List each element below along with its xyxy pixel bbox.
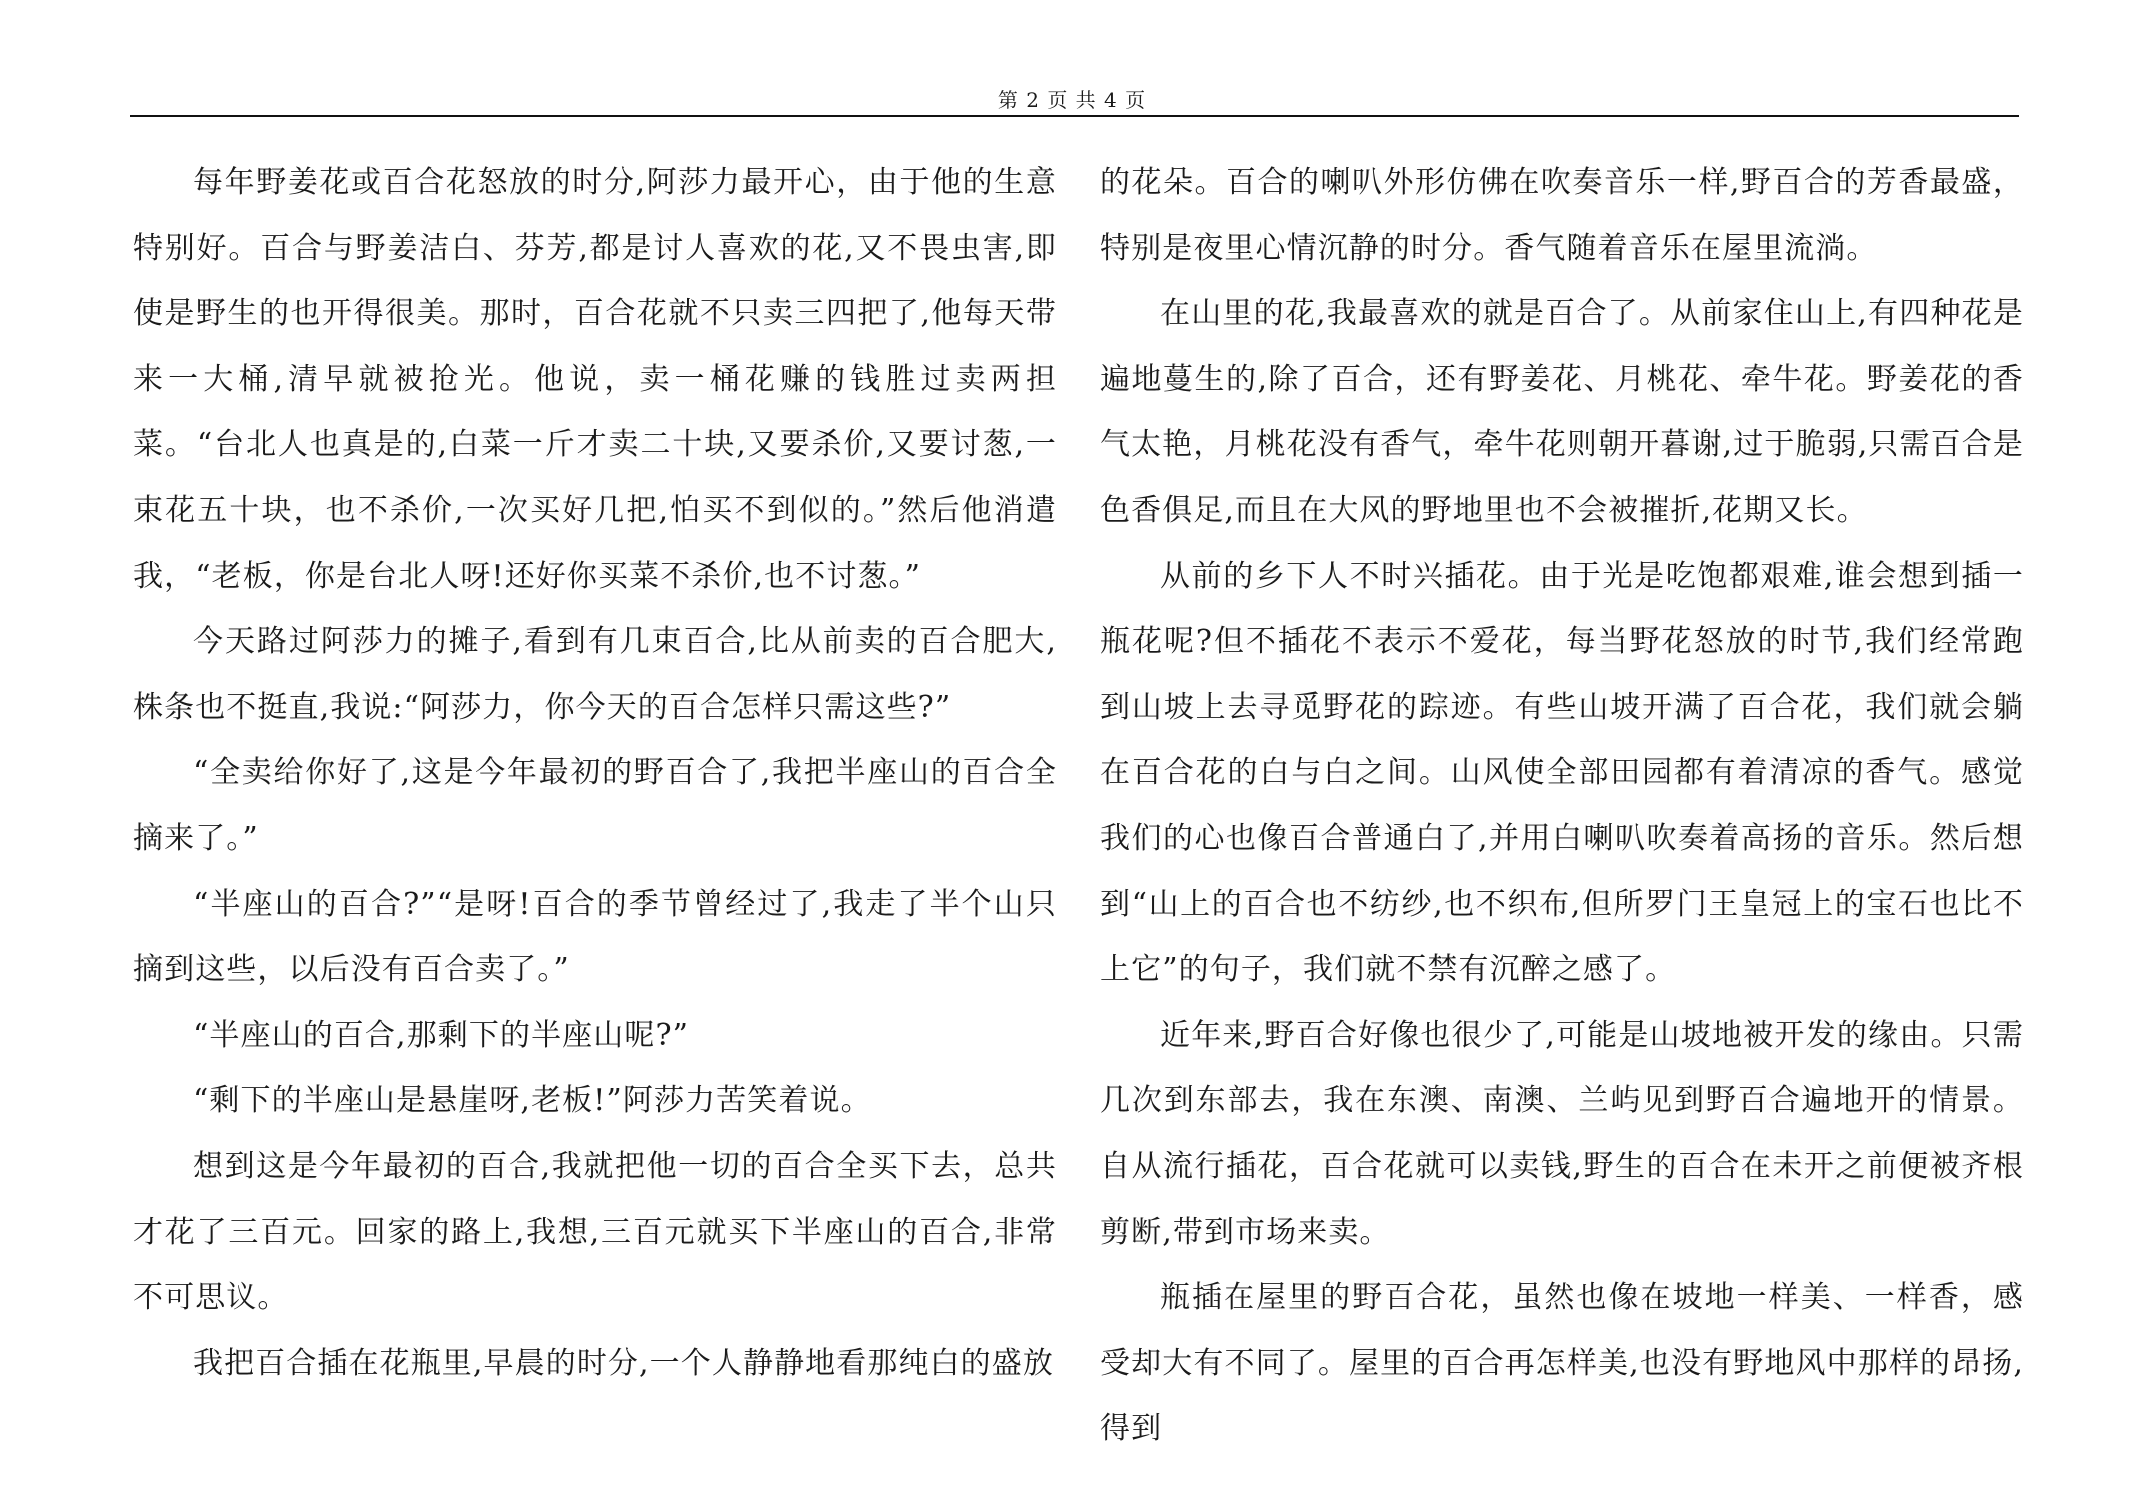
paragraph: 瓶插在屋里的野百合花，虽然也像在坡地一样美、一样香，感受却大有不同了。屋里的百合再怎样美,也没有野地风中那样的昂扬,得到 [1100, 1280, 2024, 1447]
paragraph: 近年来,野百合好像也很少了,可能是山坡地被开发的缘由。只需几次到东部去，我在东澳、南澳、兰屿见到野百合遍地开的情景。自从流行插花，百合花就可以卖钱,野生的百合在未开之前便被齐根剪断,带到市场来卖。 [1100, 1017, 2024, 1250]
paragraph: 今天路过阿莎力的摊子,看到有几束百合,比从前卖的百合肥大,株条也不挺直,我说:“阿莎力，你今天的百合怎样只需这些?” [133, 624, 1057, 725]
paragraph: 在山里的花,我最喜欢的就是百合了。从前家住山上,有四种花是遍地蔓生的,除了百合，还有野姜花、月桃花、牵牛花。野姜花的香气太艳，月桃花没有香气，牵牛花则朝开暮谢,过于脆弱,只需百合是色香俱足,而且在大风的野地里也不会被摧折,花期又长。 [1100, 296, 2024, 528]
right-column [1100, 150, 2024, 1462]
paragraph-continued: 的花朵。百合的喇叭外形仿佛在吹奏音乐一样,野百合的芳香最盛，特别是夜里心情沉静的时分。香气随着音乐在屋里流淌。 [1100, 165, 2024, 266]
page-header [0, 88, 2144, 112]
paragraph: 从前的乡下人不时兴插花。由于光是吃饱都艰难,谁会想到插一瓶花呢?但不插花不表示不爱花，每当野花怒放的时节,我们经常跑到山坡上去寻觅野花的踪迹。有些山坡开满了百合花，我们就会躺在百合花的白与白之间。山风使全部田园都有着清凉的香气。感觉我们的心也像百合普通白了,并用白喇叭吹奏着高扬的音乐。然后想到“山上的百合也不纺纱,也不织布,但所罗门王皇冠上的宝石也比不上它”的句子，我们就不禁有沉醉之感了。 [1100, 558, 2024, 988]
paragraph: “全卖给你好了,这是今年最初的野百合了,我把半座山的百合全摘来了。” [133, 755, 1057, 856]
paragraph: “剩下的半座山是悬崖呀,老板!”阿莎力苦笑着说。 [193, 1083, 872, 1119]
header-divider [130, 115, 2019, 117]
paragraph: 我把百合插在花瓶里,早晨的时分,一个人静静地看那纯白的盛放 [193, 1345, 1054, 1381]
paragraph: 每年野姜花或百合花怒放的时分,阿莎力最开心，由于他的生意特别好。百合与野姜洁白、芬芳,都是讨人喜欢的花,又不畏虫害,即使是野生的也开得很美。那时，百合花就不只卖三四把了,他每天带来一大桶,清早就被抢光。他说，卖一桶花赚的钱胜过卖两担菜。“台北人也真是的,白菜一斤才卖二十块,又要杀价,又要讨葱,一束花五十块，也不杀价,一次买好几把,怕买不到似的。”然后他消遣我，“老板，你是台北人呀!还好你买菜不杀价,也不讨葱。” [133, 165, 1057, 594]
page-indicator: 第 2 页 共 4 页 [997, 88, 1147, 112]
paragraph: “半座山的百合,那剩下的半座山呢?” [193, 1017, 690, 1053]
paragraph: “半座山的百合?”“是呀!百合的季节曾经过了,我走了半个山只摘到这些，以后没有百合卖了。” [133, 886, 1057, 988]
paragraph: 想到这是今年最初的百合,我就把他一切的百合全买下去，总共才花了三百元。回家的路上,我想,三百元就买下半座山的百合,非常不可思议。 [133, 1148, 1057, 1316]
left-column [133, 150, 1057, 1396]
